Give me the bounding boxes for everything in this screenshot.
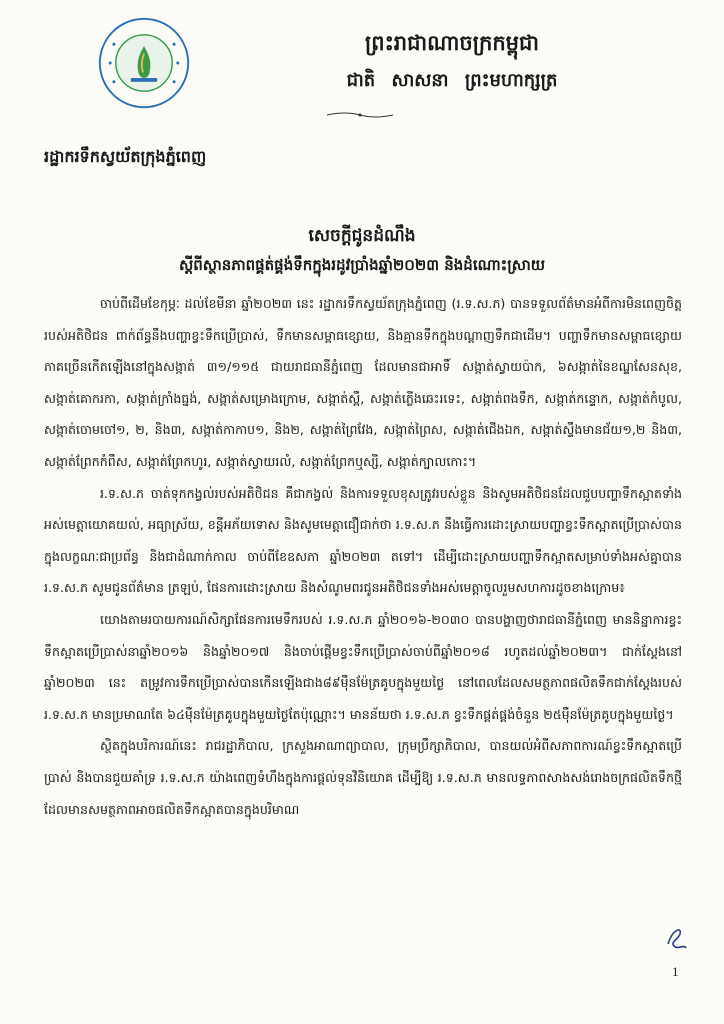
- document-title: សេចក្តីជូនដំណឹង: [308, 226, 416, 246]
- page-number: 1: [672, 964, 679, 979]
- paragraph-2: រ.ទ.ស.ភ ចាត់ទុកកង្វល់របស់អតិថិជន គឺជាកង្វល់ និងការទទួលខុសត្រូវរបស់ខ្លួន និងសូមអតិថិជនដែលជួបបញ្ហាទឹកស្អាតទាំងអស់មេត្តាយោគយល់, អធ្យាស្រ័យ, ខន្តីអភ័យទោស និងសូមមេត្តាជឿជាក់ថា រ.ទ.ស.ភ នឹងធ្វើការដោះស្រាយបញ្ហាខ្វះទឹកស្អាតប្រើប្រាស់បាន ក្នុងលក្ខណៈជាប្រព័ន្ធ និងជាដំណាក់កាល ចាប់ពីខែឧសភា ឆ្នាំ២០២៣ តទៅ។ ដើម្បីដោះស្រាយបញ្ហាទឹកស្អាតសម្រាប់ទាំងអស់គ្នាបាន រ.ទ.ស.ភ សូមជូនព័ត៌មាន ត្រឡប់, ផែនការដោះស្រាយ និងសំណូមពរជូនអតិថិជនទាំងអស់មេត្តាចូលរួមសហការដូចខាងក្រោម៖: [44, 485, 682, 596]
- initial-signature-icon: [662, 922, 690, 952]
- paragraph-3: យោងតាមរបាយការណ៍សិក្សាផែនការមេទឹករបស់ រ.ទ.ស.ភ ឆ្នាំ២០១៦-២០៣០ បានបង្ហាញថារាជធានីភ្នំពេញ មាននិន្នាការខ្វះទឹកស្អាតប្រើប្រាស់នាឆ្នាំ២០១៦ និងឆ្នាំ២០១៧ និងចាប់ផ្តើមខ្វះទឹកប្រើប្រាស់ចាប់ពីឆ្នាំ២០១៨ រហូតដល់ឆ្នាំ២០២៣។ ជាក់ស្តែងនៅឆ្នាំ២០២៣ នេះ តម្រូវការទឹកប្រើប្រាស់បានកើនឡើងជាង៨៩ម៉ឺនម៉ែត្រគូបក្នុងមួយថ្ងៃ នៅពេលដែលសមត្ថភាពផលិតទឹកជាក់ស្តែងរបស់ រ.ទ.ស.ភ មានប្រមាណតែ ៦៤ម៉ឺនម៉ែត្រគូបក្នុងមួយថ្ងៃតែប៉ុណ្ណោះ។ មានន័យថា រ.ទ.ស.ភ ខ្វះទឹកផ្គត់ផ្គង់ចំនួន ២៥ម៉ឺនម៉ែត្រគូបក្នុងមួយថ្ងៃ។: [44, 611, 682, 722]
- paragraph-4: ស្ថិតក្នុងបរិការណ៍នេះ រាជរដ្ឋាភិបាល, ក្រសួងអាណាព្យាបាល, ក្រុមប្រឹក្សាភិបាល, បានយល់អំពីសភាពការណ៍ខ្វះទឹកស្អាតប្រើប្រាស់ និងបានជួយគាំទ្រ រ.ទ.ស.ភ យ៉ាងពេញទំហឹងក្នុងការផ្តល់ទុនវិនិយោគ ដើម្បីឱ្យ រ.ទ.ស.ភ មានលទ្ធភាពសាងសង់រោងចក្រផលិតទឹកថ្មី ដែលមានសមត្ថភាពអាចផលិតទឹកស្អាតបានក្នុងបរិមាណ: [44, 738, 682, 817]
- organization-name: រដ្ឋាករទឹកស្វយ័តក្រុងភ្នំពេញ: [44, 147, 207, 166]
- kingdom-name: ព្រះរាជាណាចក្រកម្ពុជា: [364, 31, 539, 55]
- paragraph-1: ចាប់ពីដើមខែកុម្ភៈ ដល់ខែមីនា ឆ្នាំ២០២៣ នេះ រដ្ឋាករទឹកស្វយ័តក្រុងភ្នំពេញ (រ.ទ.ស.ភ) បានទទួលព័ត៌មានអំពីការមិនពេញចិត្តរបស់អតិថិជន ពាក់ព័ន្ធនឹងបញ្ហាខ្វះទឹកប្រើប្រាស់, ទឹកមានសម្ពាធខ្សោយ, និងគ្មានទឹកក្នុងបណ្តាញទឹកជាដើម។ បញ្ហាទឹកមានសម្ពាធខ្សោយ ភាគច្រើនកើតឡើងនៅក្នុងសង្កាត់ ៣១/១១៥ ជាយរាជធានីភ្នំពេញ ដែលមានជាអាទិ៍ សង្កាត់ស្វាយប៉ាក, ៦សង្កាត់នៃខណ្ឌសែនសុខ, សង្កាត់គោករកា, សង្កាត់ក្រាំងធ្នង់, សង្កាត់សម្រោងក្រោម, សង្កាត់ស្ពឺ, សង្កាត់ភ្លើងឆេះរទេះ, សង្កាត់ពងទឹក, សង្កាត់កន្ទោក, សង្កាត់កំបូល, សង្កាត់ចោមចៅ១, ២, និង៣, សង្កាត់កាកាប១, និង២, សង្កាត់ព្រៃវែង, សង្កាត់ព្រៃស, សង្កាត់ជើងឯក, សង្កាត់ស្ទឹងមានជ័យ១,២ និង៣, សង្កាត់ព្រែកកំពឹស, សង្កាត់ព្រែកហូរ, សង្កាត់ស្វាយរលំ, សង្កាត់ព្រែកឬស្សី, សង្កាត់ក្បាលកោះ។: [44, 296, 682, 469]
- national-motto: ជាតិ សាសនា ព្រះមហាក្សត្រ: [346, 70, 558, 91]
- authority-logo: [97, 16, 191, 110]
- document-body: [44, 288, 682, 825]
- divider-ornament: [325, 110, 395, 120]
- document-subtitle: ស្តីពីស្ថានភាពផ្គត់ផ្គង់ទឹកក្នុងរដូវប្រាំងឆ្នាំ២០២៣ និងដំណោះស្រាយ: [178, 256, 546, 274]
